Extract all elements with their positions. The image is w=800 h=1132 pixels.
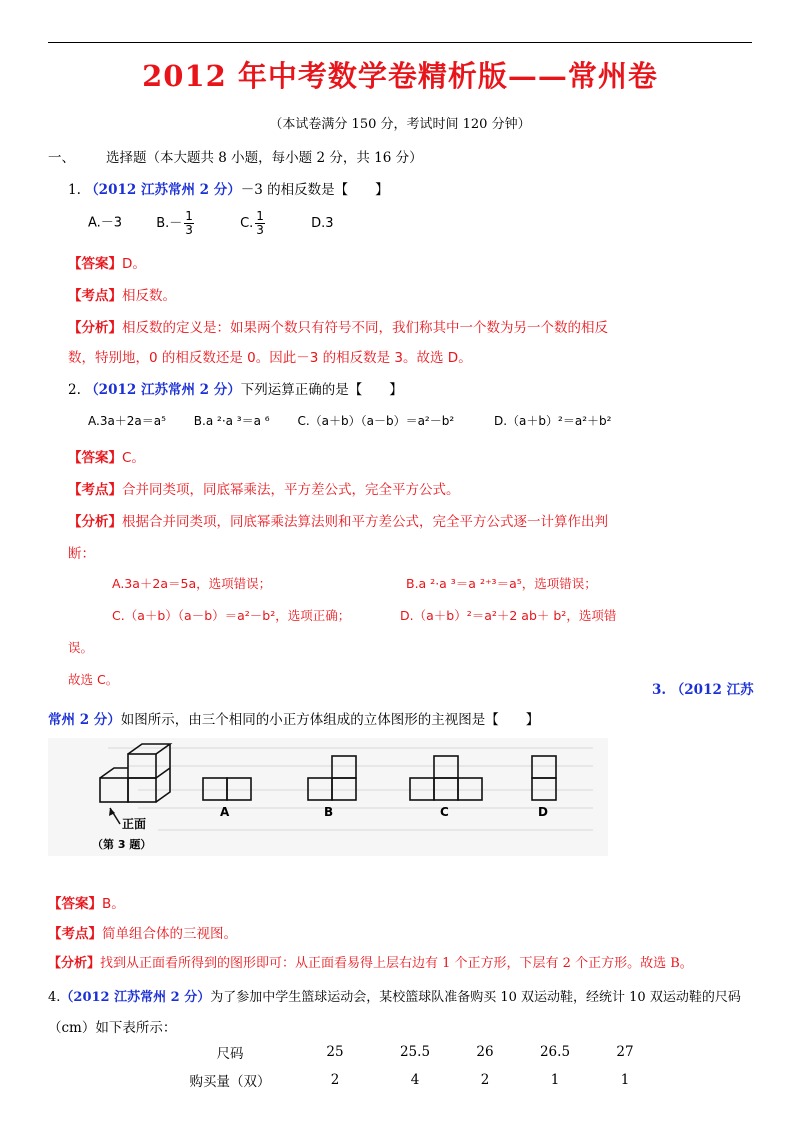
table-row-header: 尺码 bbox=[216, 1046, 244, 1062]
table-row bbox=[170, 1066, 660, 1094]
q2-step-a: A.3a＋2a＝5a，选项错误； bbox=[112, 576, 272, 591]
q1-option-b: B.－ $\frac{1}{3}$ bbox=[156, 209, 193, 237]
q3-line bbox=[48, 708, 539, 728]
q2-option-b: B.a ²·a ³＝a ⁶ bbox=[193, 414, 270, 428]
top-rule bbox=[48, 42, 752, 43]
q3-answer: 【答案】B。 bbox=[48, 896, 125, 912]
table-cell: 27 bbox=[616, 1044, 634, 1060]
q1-stem: －3 的相反数是【 】 bbox=[240, 182, 389, 198]
q1-option-c: C. $\frac{1}{3}$ bbox=[240, 209, 264, 237]
q1-source: （2012 江苏常州 2 分） bbox=[85, 182, 241, 198]
q4-stem: 为了参加中学生篮球运动会，某校篮球队准备购买 10 双运动鞋，经统计 10 双运动鞋的尺码 bbox=[210, 990, 741, 1005]
q1-analysis: 【分析】相反数的定义是：如果两个数只有符号不同，我们称其中一个数为另一个数的相反 bbox=[68, 320, 608, 336]
q1-analysis-line2: 数，特别地，0 的相反数还是 0。因此－3 的相反数是 3。故选 D。 bbox=[68, 350, 472, 366]
table-cell: 26.5 bbox=[539, 1044, 571, 1060]
q2-number: 2. bbox=[68, 382, 81, 398]
q3-option-d-label: D bbox=[538, 805, 548, 819]
q2-step-c: C.（a＋b）（a－b）＝a²－b²，选项正确； bbox=[112, 608, 351, 623]
q2-point: 【考点】合并同类项，同底幂乘法，平方差公式，完全平方公式。 bbox=[68, 482, 460, 498]
q2-conclusion: 故选 C。 bbox=[68, 672, 119, 687]
q2-step-d-cont: 误。 bbox=[68, 640, 94, 655]
table-cell: 1 bbox=[550, 1072, 560, 1088]
q3-option-b-label: B bbox=[324, 805, 334, 819]
table-cell: 25 bbox=[326, 1044, 344, 1060]
q2-options bbox=[88, 412, 611, 429]
q1-line bbox=[68, 178, 389, 198]
q3-figure-svg bbox=[48, 738, 608, 856]
table-cell: 1 bbox=[620, 1072, 630, 1088]
doc-title: 2012 年中考数学卷精析版——常州卷 bbox=[142, 59, 658, 93]
table-cell: 2 bbox=[480, 1072, 490, 1088]
q1-option-c-fraction: $\frac{1}{3}$ bbox=[256, 209, 264, 237]
table-cell: 26 bbox=[476, 1044, 494, 1060]
q3-front-label: 正面 bbox=[122, 817, 147, 831]
q2-analysis-line2: 断： bbox=[68, 546, 95, 562]
q1-point: 【考点】相反数。 bbox=[68, 288, 176, 304]
q3-source-cont: 常州 2 分） bbox=[48, 712, 121, 728]
q3-figure bbox=[48, 738, 608, 856]
q2-stem: 下列运算正确的是【 】 bbox=[240, 382, 403, 398]
q2-step-b: B.a ²·a ³＝a ²⁺³＝a⁵，选项错误； bbox=[406, 576, 597, 591]
q3-figure-caption: （第 3 题） bbox=[92, 838, 152, 851]
q2-answer: 【答案】C。 bbox=[68, 450, 145, 466]
q4-size-table bbox=[170, 1038, 660, 1094]
q1-options bbox=[88, 210, 333, 236]
q1-option-b-fraction: $\frac{1}{3}$ bbox=[185, 209, 193, 237]
q3-option-c-label: C bbox=[440, 805, 449, 819]
section-number: 一、 bbox=[48, 150, 75, 166]
table-cell: 2 bbox=[330, 1072, 340, 1088]
table-cell: 4 bbox=[410, 1072, 420, 1088]
q1-option-a: A.－3 bbox=[88, 215, 123, 231]
q4-line bbox=[48, 986, 741, 1005]
table-cell: 25.5 bbox=[399, 1044, 431, 1060]
q1-number: 1. bbox=[68, 182, 81, 198]
q2-option-a: A.3a＋2a＝a⁵ bbox=[88, 414, 166, 428]
table-row-header: 购买量（双） bbox=[189, 1074, 271, 1090]
q3-option-a-label: A bbox=[220, 805, 230, 819]
q2-option-d: D.（a＋b）²＝a²＋b² bbox=[494, 414, 612, 428]
q2-analysis: 【分析】根据合并同类项，同底幂乘法算法则和平方差公式，完全平方公式逐一计算作出判 bbox=[68, 514, 608, 530]
q2-line bbox=[68, 378, 403, 398]
section-heading: 选择题（本大题共 8 小题，每小题 2 分，共 16 分） bbox=[106, 150, 423, 166]
q1-option-d: D.3 bbox=[311, 215, 334, 231]
q2-source: （2012 江苏常州 2 分） bbox=[85, 382, 241, 398]
table-row bbox=[170, 1038, 660, 1066]
q2-option-c: C.（a＋b）（a－b）＝a²－b² bbox=[297, 414, 455, 428]
q3-point: 【考点】简单组合体的三视图。 bbox=[48, 926, 237, 942]
q2-step-d: D.（a＋b）²＝a²＋2 ab＋ b²，选项错 bbox=[400, 608, 617, 623]
q4-number: 4. bbox=[48, 990, 61, 1005]
q1-answer: 【答案】D。 bbox=[68, 256, 146, 272]
q4-source: （2012 江苏常州 2 分） bbox=[60, 990, 211, 1005]
doc-subtitle: （本试卷满分 150 分，考试时间 120 分钟） bbox=[269, 117, 531, 132]
q3-number-source: 3. （2012 江苏 bbox=[652, 682, 754, 698]
q4-stem-line2: （cm）如下表所示： bbox=[48, 1020, 177, 1036]
q3-analysis: 【分析】找到从正面看所得到的图形即可：从正面看易得上层右边有 1 个正方形，下层有 2 个正方形。故选 B。 bbox=[48, 956, 693, 971]
q3-stem: 如图所示，由三个相同的小正方体组成的立体图形的主视图是【 】 bbox=[120, 712, 540, 728]
